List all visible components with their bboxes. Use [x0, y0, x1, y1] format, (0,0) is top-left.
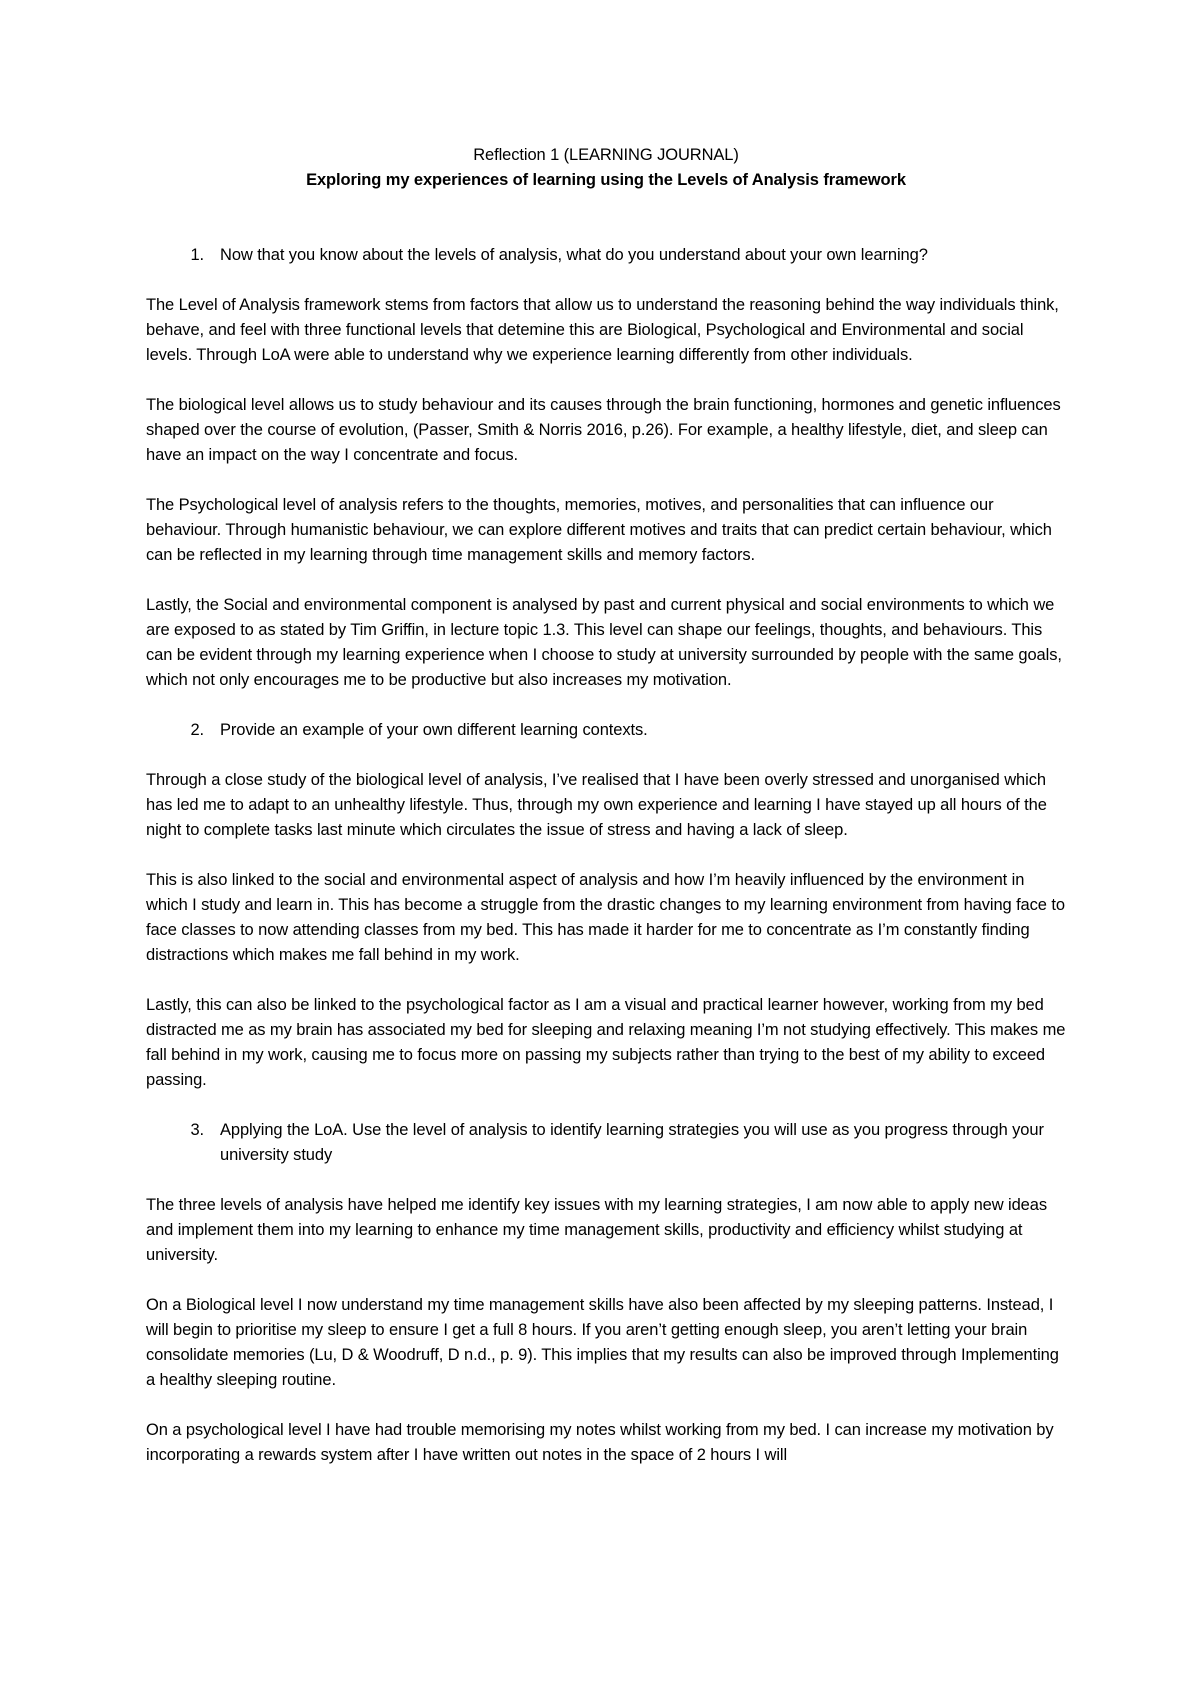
paragraph: The biological level allows us to study behaviour and its causes through the brain functioning, hormones and genetic influences shaped over the course of evolution, (Passer, Smith & Norris 2016, p.26). For example, a healthy lifestyle, diet, and sleep can have an impact on the way I concentrate and focus.: [146, 396, 1061, 464]
paragraph: The three levels of analysis have helped me identify key issues with my learning strategies, I am now able to apply new ideas and implement them into my learning to enhance my time management skills, productivity and efficiency whilst studying at university.: [146, 1196, 1047, 1264]
paragraph: Through a close study of the biological level of analysis, I’ve realised that I have been overly stressed and unorganised which has led me to adapt to an unhealthy lifestyle. Thus, through my own experience and learning I have stayed up all hours of the night to complete tasks last minute which circulates the issue of stress and having a lack of sleep.: [146, 771, 1047, 839]
question-number: 1.: [190, 246, 204, 264]
question-number: 2.: [190, 721, 204, 739]
document-body: [146, 143, 1066, 1468]
question-2: [146, 718, 1066, 743]
document-title: Reflection 1 (LEARNING JOURNAL): [473, 146, 739, 164]
question-text: Provide an example of your own different learning contexts.: [220, 721, 648, 739]
paragraph: The Psychological level of analysis refers to the thoughts, memories, motives, and personalities that can influence our behaviour. Through humanistic behaviour, we can explore different motives and traits that can predict certain behaviour, which can be reflected in my learning through time management skills and memory factors.: [146, 496, 1052, 564]
question-number: 3.: [190, 1121, 204, 1139]
paragraph: Lastly, the Social and environmental component is analysed by past and current physical and social environments to which we are exposed to as stated by Tim Griffin, in lecture topic 1.3. This level can shape our feelings, thoughts, and behaviours. This can be evident through my learning experience when I choose to study at university surrounded by people with the same goals, which not only encourages me to be productive but also increases my motivation.: [146, 596, 1062, 689]
question-text: Applying the LoA. Use the level of analysis to identify learning strategies you will use as you progress through your university study: [220, 1121, 1044, 1164]
paragraph: Lastly, this can also be linked to the psychological factor as I am a visual and practical learner however, working from my bed distracted me as my brain has associated my bed for sleeping and relaxing meaning I’m not studying effectively. This makes me fall behind in my work, causing me to focus more on passing my subjects rather than trying to the best of my ability to exceed passing.: [146, 996, 1066, 1089]
paragraph: The Level of Analysis framework stems from factors that allow us to understand the reasoning behind the way individuals think, behave, and feel with three functional levels that detemine this are Biological, Psychological and Environmental and social levels. Through LoA were able to understand why we experience learning differently from other individuals.: [146, 296, 1059, 364]
question-3: [146, 1118, 1066, 1168]
question-text: Now that you know about the levels of analysis, what do you understand about your own learning?: [220, 246, 928, 264]
paragraph: On a psychological level I have had trouble memorising my notes whilst working from my bed. I can increase my motivation by incorporating a rewards system after I have written out notes in the space of 2 hours I will: [146, 1421, 1054, 1464]
document-subtitle: Exploring my experiences of learning using the Levels of Analysis framework: [306, 171, 906, 189]
paragraph: On a Biological level I now understand my time management skills have also been affected by my sleeping patterns. Instead, I will begin to prioritise my sleep to ensure I get a full 8 hours. If you aren’t getting enough sleep, you aren’t letting your brain consolidate memories (Lu, D & Woodruff, D n.d., p. 9). This implies that my results can also be improved through Implementing a healthy sleeping routine.: [146, 1296, 1059, 1389]
paragraph: This is also linked to the social and environmental aspect of analysis and how I’m heavily influenced by the environment in which I study and learn in. This has become a struggle from the drastic changes to my learning environment from having face to face classes to now attending classes from my bed. This has made it harder for me to concentrate as I’m constantly finding distractions which makes me fall behind in my work.: [146, 871, 1065, 964]
question-1: [146, 243, 1066, 268]
